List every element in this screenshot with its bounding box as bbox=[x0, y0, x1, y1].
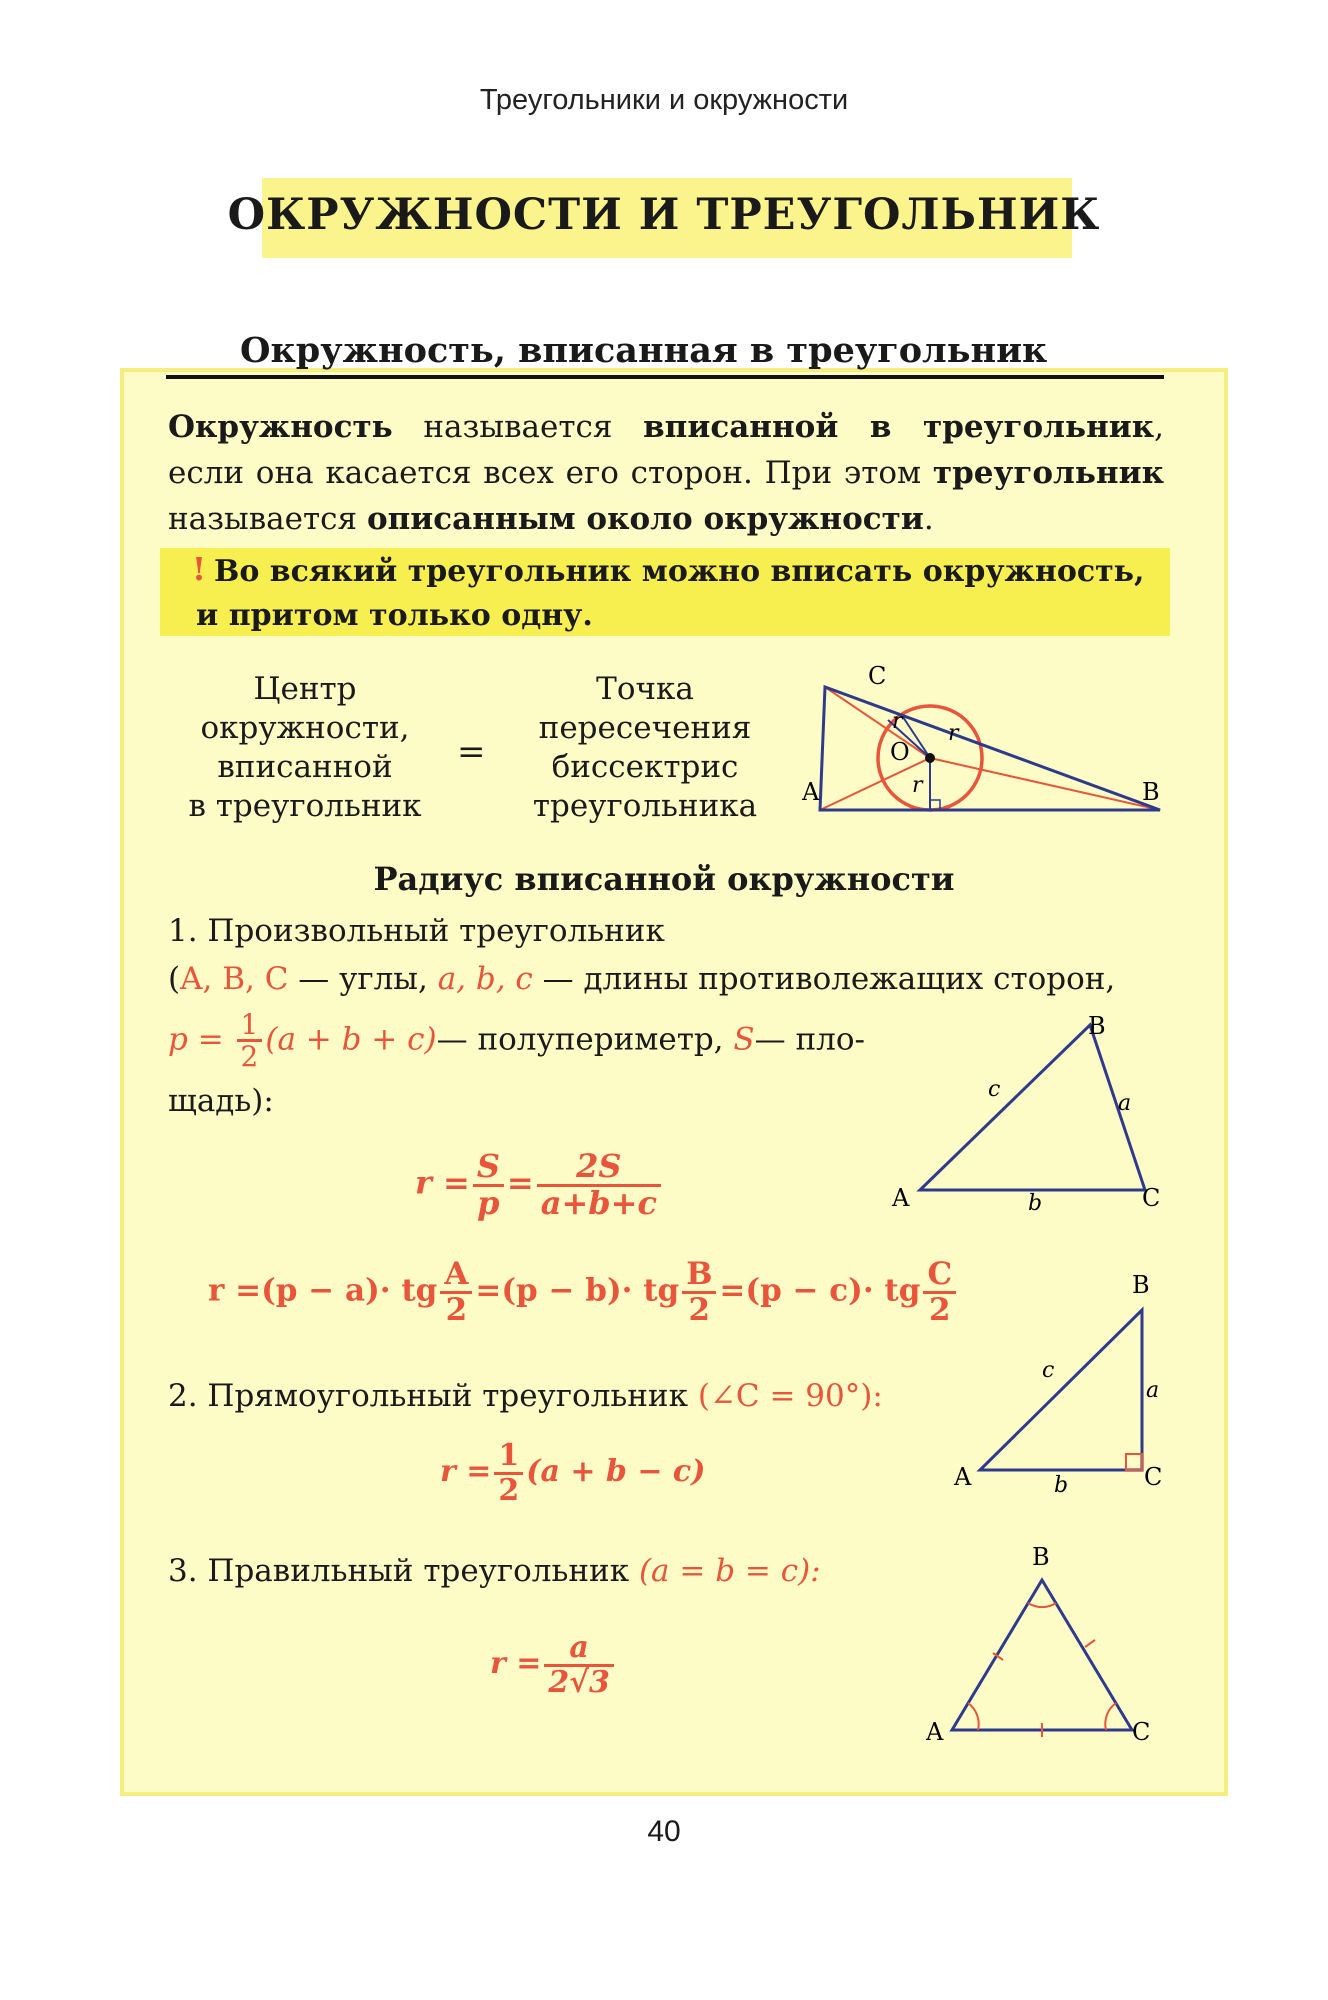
fraction-half bbox=[494, 1440, 523, 1506]
term-inscribed: вписанной в треугольник bbox=[643, 409, 1155, 445]
vertex-label-c: C bbox=[868, 662, 887, 690]
fraction-a-2 bbox=[440, 1258, 472, 1326]
vertex-label-c: C bbox=[1132, 1718, 1151, 1746]
fraction-num: C bbox=[923, 1258, 956, 1294]
legend-text: — полупериметр, bbox=[436, 1021, 734, 1058]
section-subtitle: Окружность, вписанная в треугольник bbox=[240, 330, 1048, 371]
formula-part: (a + b − c) bbox=[526, 1454, 706, 1489]
def-text: называется bbox=[392, 409, 644, 445]
eq-right-line: Точка bbox=[596, 671, 694, 707]
fraction-num: 1 bbox=[237, 1010, 263, 1042]
fraction-a-2sqrt3 bbox=[544, 1632, 613, 1698]
vertex-label-c: C bbox=[1144, 1463, 1163, 1491]
fraction-den: 2 bbox=[240, 1040, 259, 1074]
case1-legend bbox=[168, 956, 1168, 1002]
r-symbol: r = bbox=[490, 1646, 542, 1681]
triangle-outline bbox=[920, 1025, 1145, 1190]
equivalence-left bbox=[170, 670, 440, 826]
formula-part: =(p − c)· tg bbox=[719, 1272, 921, 1309]
center-point bbox=[925, 753, 935, 763]
vertex-label-a: A bbox=[926, 1718, 944, 1746]
triangle-abc bbox=[820, 687, 1160, 810]
angle-arc bbox=[1105, 1703, 1116, 1730]
fraction-den: 2 bbox=[445, 1291, 468, 1328]
case1-title: 1. Произвольный треугольник bbox=[168, 913, 665, 949]
formula-right-triangle bbox=[440, 1440, 705, 1506]
radius-heading: Радиус вписанной окружности bbox=[373, 860, 955, 898]
case3-condition: (a = b = c): bbox=[638, 1553, 821, 1589]
subtitle-underline bbox=[166, 375, 1164, 379]
equilateral-triangle bbox=[910, 1535, 1170, 1765]
angle-arc bbox=[968, 1703, 979, 1730]
case2-title bbox=[168, 1373, 883, 1419]
r-symbol: r = bbox=[415, 1163, 470, 1202]
fraction-den: 2√3 bbox=[548, 1664, 610, 1700]
fraction-num: B bbox=[682, 1258, 716, 1294]
side-label-a: a bbox=[1118, 1091, 1132, 1116]
bisector-b bbox=[930, 758, 1160, 810]
eq-left-line: в треугольник bbox=[188, 788, 422, 824]
arbitrary-triangle bbox=[890, 1010, 1170, 1220]
vertex-label-b: B bbox=[1088, 1012, 1106, 1040]
eq-right-line: биссектрис bbox=[551, 749, 739, 785]
term-triangle: треугольник bbox=[932, 455, 1164, 491]
incircle-diagram bbox=[790, 660, 1170, 830]
fraction-2s-perimeter bbox=[537, 1147, 661, 1222]
angle-arc bbox=[1028, 1603, 1056, 1607]
fraction-den: p bbox=[477, 1183, 500, 1222]
running-header: Треугольники и окружности bbox=[479, 84, 849, 116]
case2-condition: (∠C = 90°): bbox=[697, 1378, 883, 1414]
exclamation-icon: ! bbox=[192, 550, 207, 588]
eq-right-line: пересечения bbox=[538, 710, 752, 746]
term-circumscribed: описанным около окружности bbox=[366, 501, 924, 537]
formula-part: =(p − b)· tg bbox=[475, 1272, 680, 1309]
theorem-note bbox=[196, 550, 1156, 638]
radius-label: r bbox=[948, 721, 959, 746]
semiperimeter-line bbox=[168, 1010, 865, 1072]
fraction-num: 2S bbox=[537, 1150, 661, 1187]
def-text: . bbox=[923, 501, 934, 537]
equals: = bbox=[506, 1163, 534, 1202]
case3-title bbox=[168, 1548, 821, 1594]
page-title: ОКРУЖНОСТИ И ТРЕУГОЛЬНИК bbox=[227, 190, 1101, 240]
fraction-den: 2 bbox=[688, 1291, 711, 1328]
fraction-s-p bbox=[473, 1147, 504, 1222]
perimeter-sum: (a + b + c) bbox=[265, 1021, 437, 1058]
legend-text: — длины противолежащих сторон, bbox=[532, 961, 1116, 997]
formula-equilateral bbox=[490, 1632, 617, 1698]
eq-left-line: Центр bbox=[253, 671, 357, 707]
vertex-label-a: A bbox=[954, 1463, 972, 1491]
side-label-c: c bbox=[1042, 1358, 1055, 1383]
right-triangle bbox=[940, 1265, 1170, 1495]
side-label-c: c bbox=[988, 1077, 1001, 1102]
case3-text: 3. Правильный треугольник bbox=[168, 1553, 639, 1589]
fraction-num: S bbox=[473, 1150, 504, 1187]
half-fraction bbox=[237, 1010, 263, 1072]
legend-text: — углы, bbox=[288, 961, 438, 997]
note-text: Во всякий треугольник можно вписать окружность, и притом только одну. bbox=[196, 554, 1145, 633]
def-text: , если она касается всех его сторон. При этом bbox=[168, 409, 1164, 491]
fraction-den: a+b+c bbox=[540, 1183, 657, 1222]
formula-r-tangent bbox=[208, 1258, 959, 1326]
vertex-label-a: A bbox=[802, 778, 820, 806]
sides-label: a, b, c bbox=[437, 961, 533, 997]
vertex-label-b: B bbox=[1032, 1543, 1050, 1571]
vertex-label-c: C bbox=[1142, 1184, 1161, 1212]
angles-label: A, B, C bbox=[180, 961, 289, 997]
eq-right-line: треугольника bbox=[532, 788, 758, 824]
fraction-num: 1 bbox=[494, 1440, 523, 1475]
legend-text: — пло- bbox=[754, 1021, 866, 1058]
eq-left-line: вписанной bbox=[217, 749, 393, 785]
side-label-b: b bbox=[1054, 1473, 1069, 1495]
fraction-num: A bbox=[440, 1258, 472, 1294]
tick-mark bbox=[1085, 1640, 1095, 1647]
vertex-label-b: B bbox=[1132, 1271, 1150, 1299]
right-angle-mark bbox=[1126, 1454, 1142, 1470]
formula-part: r =(p − a)· tg bbox=[208, 1272, 438, 1309]
formula-r-s-p bbox=[415, 1147, 664, 1222]
case2-text: 2. Прямоугольный треугольник bbox=[168, 1378, 698, 1414]
triangle-outline bbox=[980, 1310, 1142, 1470]
fraction-num: a bbox=[544, 1632, 613, 1667]
radius-label: r bbox=[912, 773, 923, 798]
legend-end: щадь): bbox=[168, 1083, 274, 1119]
fraction-den: 2 bbox=[928, 1291, 951, 1328]
page-number: 40 bbox=[647, 1815, 681, 1848]
vertex-label-a: A bbox=[892, 1184, 910, 1212]
triangle-outline bbox=[952, 1580, 1132, 1730]
radius-label: r bbox=[892, 709, 903, 734]
vertex-label-b: B bbox=[1142, 778, 1160, 806]
definition-paragraph bbox=[168, 404, 1164, 542]
equals-sign: = bbox=[457, 732, 486, 772]
p-symbol: p = bbox=[168, 1021, 234, 1058]
s-symbol: S bbox=[733, 1021, 755, 1058]
side-label-a: a bbox=[1146, 1378, 1160, 1403]
eq-left-line: окружности, bbox=[200, 710, 410, 746]
fraction-b-2 bbox=[682, 1258, 716, 1326]
term-circle: Окружность bbox=[168, 409, 393, 445]
paren: ( bbox=[168, 961, 181, 997]
side-label-b: b bbox=[1028, 1191, 1043, 1216]
equivalence-right bbox=[505, 670, 785, 826]
fraction-den: 2 bbox=[498, 1472, 520, 1508]
r-symbol: r = bbox=[440, 1454, 492, 1489]
def-text: называется bbox=[168, 501, 367, 537]
center-label-o: O bbox=[890, 738, 910, 766]
